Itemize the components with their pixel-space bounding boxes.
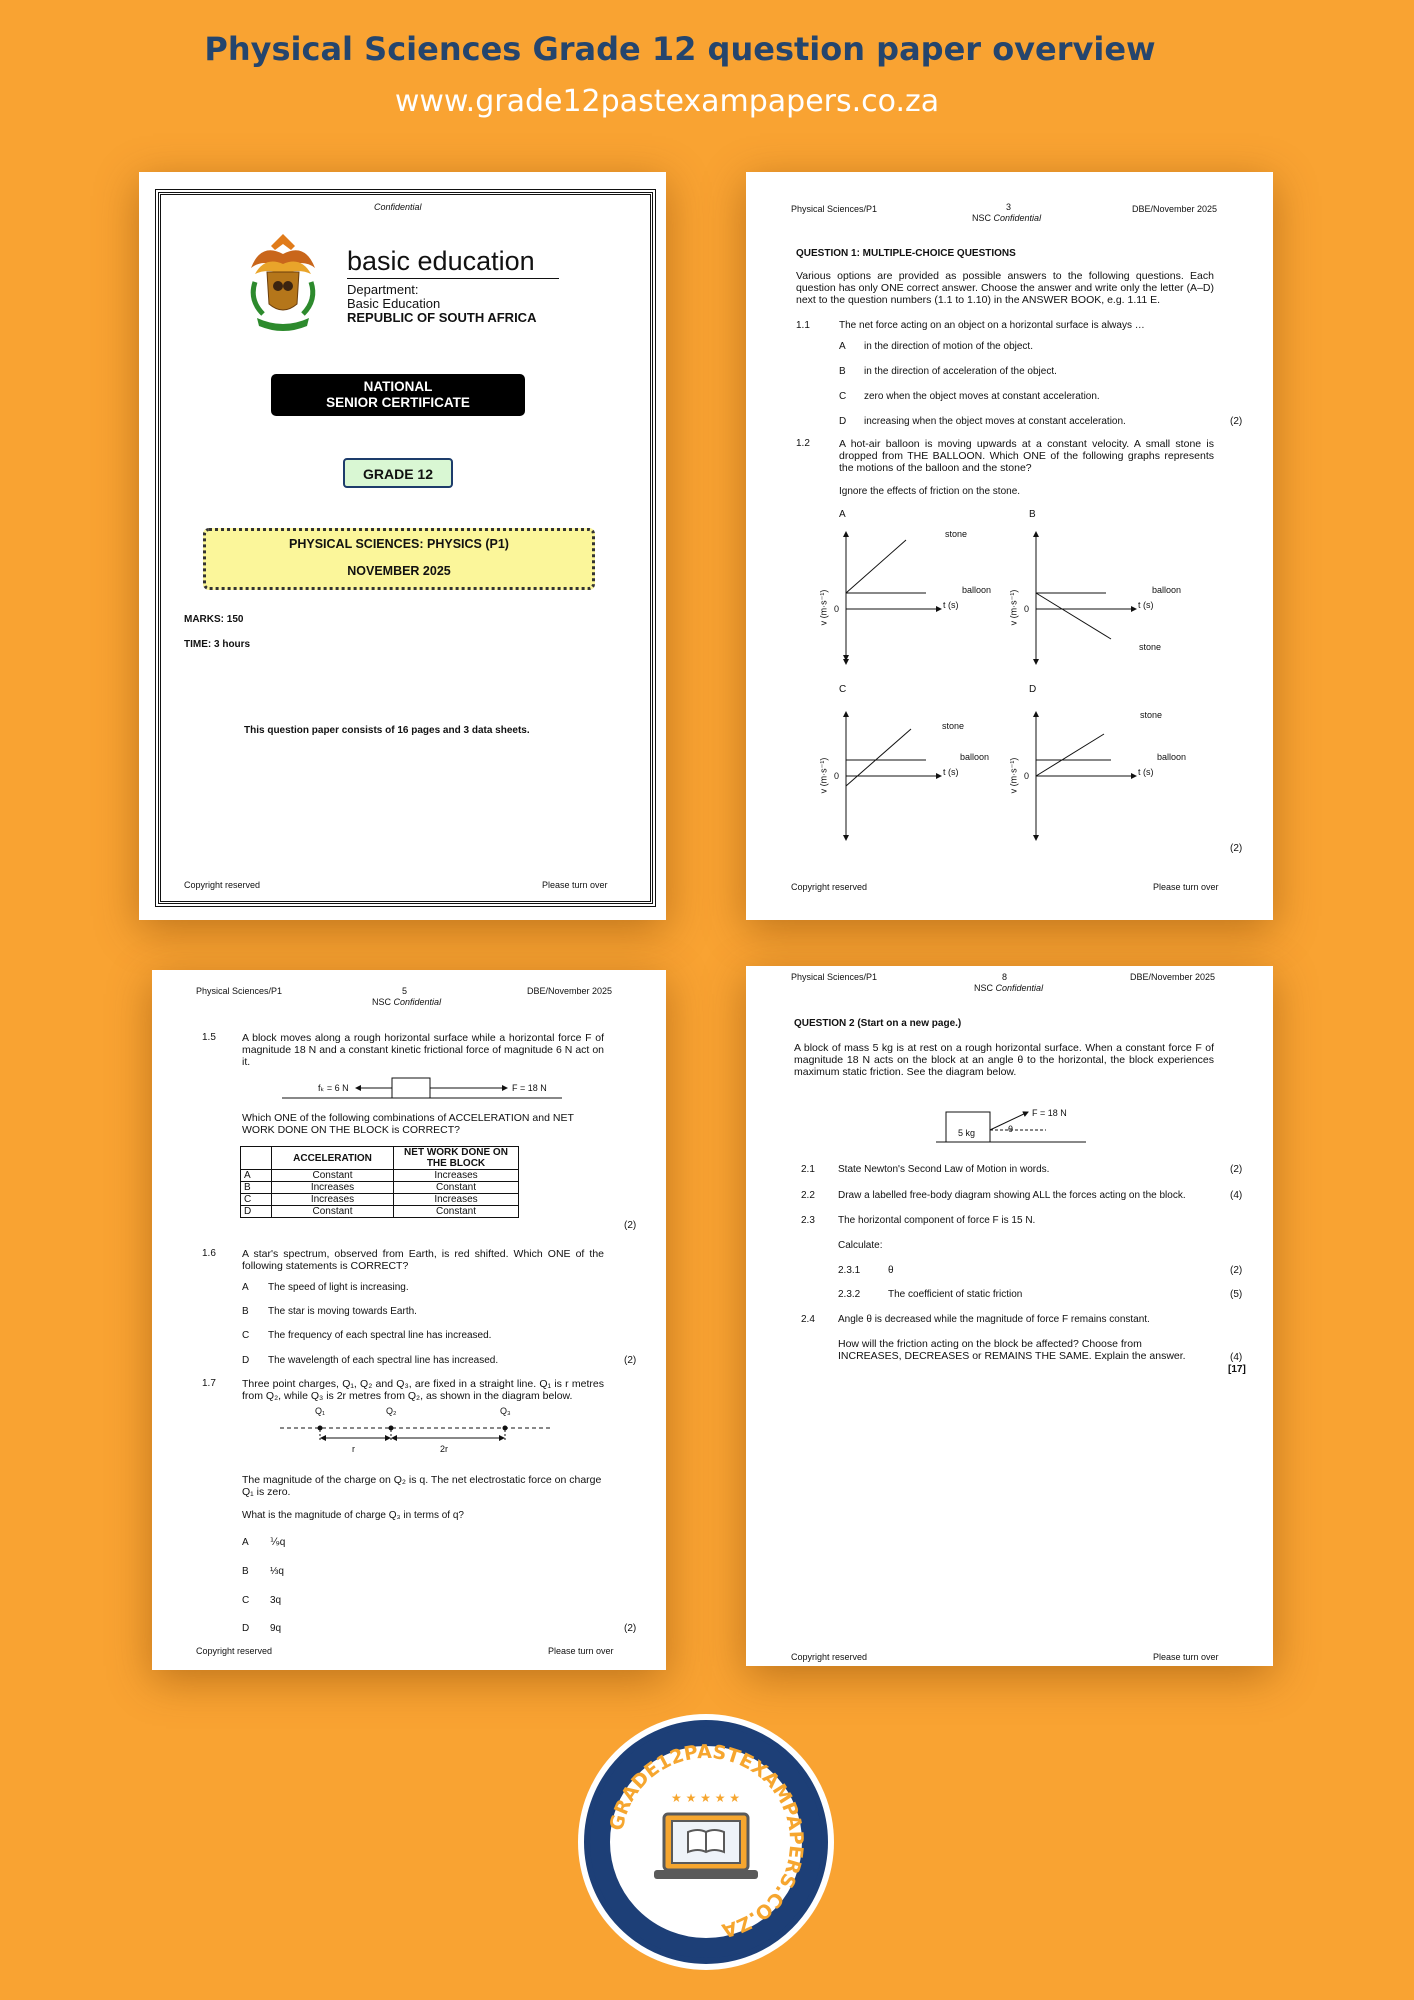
mark: (5) bbox=[1230, 1289, 1243, 1300]
option-text: The wavelength of each spectral line has increased. bbox=[268, 1355, 499, 1366]
logo-badge-icon bbox=[578, 1714, 834, 1970]
copyright: Copyright reserved bbox=[791, 882, 868, 892]
nsc-label: NSC bbox=[372, 997, 392, 1007]
site-logo[interactable] bbox=[578, 1714, 834, 1970]
origin-label: 0 bbox=[1024, 604, 1030, 614]
page-header-right: DBE/November 2025 bbox=[1130, 972, 1216, 982]
table-row: B Increases Constant bbox=[241, 1182, 519, 1194]
turn-over: Please turn over bbox=[1153, 1652, 1219, 1662]
q-text: A star's spectrum, observed from Earth, is red shifted. Which ONE of the following statements is CORRECT? bbox=[242, 1248, 604, 1272]
table-header bbox=[241, 1147, 272, 1170]
option-text: increasing when the object moves at constant acceleration. bbox=[864, 416, 1126, 427]
velocity-axis-label: v (m·s⁻¹) bbox=[1008, 757, 1019, 794]
dept-title: basic education bbox=[347, 246, 535, 276]
q-num: 2.3 bbox=[801, 1215, 815, 1226]
option-letter: A bbox=[242, 1282, 249, 1293]
confidential-label: Confidential bbox=[993, 213, 1042, 223]
q-num: 2.2 bbox=[801, 1190, 815, 1201]
time-axis-label: t (s) bbox=[1138, 600, 1154, 610]
question-intro: Various options are provided as possible answers to the following questions. Each question has only ONE correct answer. Choose the answer and write only the letter (A–D) next to the question numbers (1.1 to 1.10) in the ANSWER BOOK, e.g. 1.11 E. bbox=[796, 270, 1214, 306]
table-header: NET WORK DONE ON THE BLOCK bbox=[394, 1147, 519, 1170]
q-text: The net force acting on an object on a horizontal surface is always … bbox=[839, 320, 1145, 331]
mark: (2) bbox=[624, 1623, 637, 1634]
mark: (4) bbox=[1230, 1352, 1243, 1363]
q1-label: Q₁ bbox=[315, 1406, 326, 1416]
distance-2r: 2r bbox=[440, 1444, 449, 1454]
option-letter: A bbox=[242, 1537, 249, 1548]
subject-box bbox=[203, 528, 595, 590]
copyright: Copyright reserved bbox=[184, 880, 261, 890]
pages-note: This question paper consists of 16 pages and 3 data sheets. bbox=[244, 725, 530, 736]
page-header-right: DBE/November 2025 bbox=[527, 986, 613, 996]
q-num: 1.2 bbox=[796, 438, 810, 449]
option-letter: C bbox=[839, 391, 847, 402]
option-text: ⅑q bbox=[270, 1537, 286, 1548]
option-text: in the direction of motion of the object. bbox=[864, 341, 1033, 352]
q-text: Which ONE of the following combinations of ACCELERATION and NET WORK DONE ON THE BLOCK is CORRECT? bbox=[242, 1112, 574, 1136]
origin-label: 0 bbox=[834, 771, 840, 781]
option-text: 9q bbox=[270, 1623, 282, 1634]
q-text: A hot-air balloon is moving upwards at a constant velocity. A small stone is dropped from THE BALLOON. Which ONE of the following graphs represents the motions of the balloon and the stone? bbox=[839, 438, 1214, 474]
q-text: θ bbox=[888, 1265, 894, 1276]
option-text: The frequency of each spectral line has increased. bbox=[268, 1330, 492, 1341]
time-axis-label: t (s) bbox=[943, 767, 959, 777]
logo-text: GRADE12PASTEXAMPAPERS.CO.ZA bbox=[605, 1740, 808, 1942]
mark: (4) bbox=[1230, 1190, 1243, 1201]
nsc-banner bbox=[271, 374, 525, 416]
q-note: Ignore the effects of friction on the stone. bbox=[839, 486, 1021, 497]
option-text: The star is moving towards Earth. bbox=[268, 1306, 417, 1317]
dept-line2: Basic Education bbox=[347, 296, 441, 311]
copyright: Copyright reserved bbox=[791, 1652, 868, 1662]
velocity-graphs bbox=[836, 522, 1236, 882]
option-text: ⅓q bbox=[270, 1566, 284, 1577]
option-letter: B bbox=[242, 1566, 249, 1577]
page-header-left: Physical Sciences/P1 bbox=[196, 986, 283, 996]
graph-label: D bbox=[1029, 684, 1037, 695]
turn-over: Please turn over bbox=[548, 1646, 614, 1656]
distance-r: r bbox=[352, 1444, 355, 1454]
table-row: A Constant Increases bbox=[241, 1170, 519, 1182]
question-title: QUESTION 2 (Start on a new page.) bbox=[794, 1018, 962, 1029]
option-text: in the direction of acceleration of the object. bbox=[864, 366, 1057, 377]
confidential-label: Confidential bbox=[995, 983, 1044, 993]
page-number: 5 bbox=[402, 986, 408, 996]
graph-label: C bbox=[839, 684, 847, 695]
options-table bbox=[240, 1146, 519, 1218]
q-num: 2.3.2 bbox=[838, 1289, 861, 1300]
stone-label: stone bbox=[945, 529, 968, 539]
site-url[interactable]: www.grade12pastexampapers.co.za bbox=[394, 84, 940, 119]
page-title: Physical Sciences Grade 12 question paper overview bbox=[204, 30, 1156, 68]
question-intro: A block of mass 5 kg is at rest on a rough horizontal surface. When a constant force F of magnitude 18 N acts on the block at an angle θ to the horizontal, the block experiences maximum static friction. See the diagram below. bbox=[794, 1042, 1214, 1078]
mark: (2) bbox=[1230, 1265, 1243, 1276]
table-row: C Increases Increases bbox=[241, 1194, 519, 1206]
option-letter: B bbox=[242, 1306, 249, 1317]
graph-label: B bbox=[1029, 509, 1036, 520]
time: TIME: 3 hours bbox=[184, 639, 251, 650]
grade-badge: GRADE 12 bbox=[343, 458, 453, 488]
stone-label: stone bbox=[1140, 710, 1163, 720]
marks: MARKS: 150 bbox=[184, 614, 244, 625]
q-text: Three point charges, Q₁, Q₂ and Q₃, are fixed in a straight line. Q₁ is r metres from Q₂, while Q₃ is 2r metres from Q₂, as shown in the diagram below. bbox=[242, 1378, 604, 1402]
velocity-axis-label: v (m·s⁻¹) bbox=[818, 757, 829, 794]
q-num: 2.1 bbox=[801, 1164, 815, 1175]
time-axis-label: t (s) bbox=[1138, 767, 1154, 777]
q-num: 1.7 bbox=[202, 1378, 216, 1389]
q-num: 2.3.1 bbox=[838, 1265, 861, 1276]
total-marks: [17] bbox=[1228, 1364, 1246, 1375]
option-letter: D bbox=[242, 1355, 250, 1366]
mark: (2) bbox=[624, 1220, 637, 1231]
balloon-label: balloon bbox=[960, 752, 990, 762]
q-text: The horizontal component of force F is 15 N. bbox=[838, 1215, 1036, 1226]
calc-label: Calculate: bbox=[838, 1240, 883, 1251]
page-header-left: Physical Sciences/P1 bbox=[791, 204, 878, 214]
page-number: 8 bbox=[1002, 972, 1008, 982]
charges-diagram bbox=[280, 1418, 550, 1462]
coat-of-arms-icon bbox=[241, 228, 325, 334]
option-text: zero when the object moves at constant acceleration. bbox=[864, 391, 1100, 402]
question-title: QUESTION 1: MULTIPLE-CHOICE QUESTIONS bbox=[796, 248, 1016, 259]
q-num: 2.4 bbox=[801, 1314, 815, 1325]
q-num: 1.6 bbox=[202, 1248, 216, 1259]
page-header-right: DBE/November 2025 bbox=[1132, 204, 1218, 214]
velocity-axis-label: v (m·s⁻¹) bbox=[818, 589, 829, 626]
stone-label: stone bbox=[1139, 642, 1162, 652]
option-text: The speed of light is increasing. bbox=[268, 1282, 409, 1293]
option-letter: A bbox=[839, 341, 846, 352]
q2-label: Q₂ bbox=[386, 1406, 397, 1416]
copyright: Copyright reserved bbox=[196, 1646, 273, 1656]
page-5 bbox=[152, 970, 666, 1670]
block-force-diagram bbox=[936, 1106, 1106, 1146]
q-text: The magnitude of the charge on Q₂ is q. The net electrostatic force on charge Q₁ is zero. bbox=[242, 1474, 602, 1498]
time-axis-label: t (s) bbox=[943, 600, 959, 610]
exam-date: NOVEMBER 2025 bbox=[347, 564, 451, 578]
table-row: D Constant Constant bbox=[241, 1206, 519, 1218]
q3-label: Q₃ bbox=[500, 1406, 511, 1416]
block-label: 5 kg bbox=[958, 1128, 976, 1138]
page-8 bbox=[746, 966, 1273, 1666]
graph-label: A bbox=[839, 509, 846, 520]
confidential-label: Confidential bbox=[393, 997, 442, 1007]
mark: (2) bbox=[1230, 416, 1243, 427]
q-text: State Newton's Second Law of Motion in words. bbox=[838, 1164, 1050, 1175]
q-text: A block moves along a rough horizontal surface while a horizontal force F of magnitude 18 N and a constant kinetic frictional force of magnitude 6 N act on it. bbox=[242, 1032, 604, 1068]
q-text: How will the friction acting on the block be affected? Choose from INCREASES, DECREASES or REMAINS THE SAME. Explain the answer. bbox=[838, 1338, 1186, 1362]
q-text: What is the magnitude of charge Q₃ in terms of q? bbox=[242, 1510, 464, 1521]
q-num: 1.1 bbox=[796, 320, 810, 331]
option-text: 3q bbox=[270, 1595, 282, 1606]
balloon-label: balloon bbox=[1157, 752, 1187, 762]
svg-text:★ ★ ★ ★ ★: ★ ★ ★ ★ ★ bbox=[671, 1791, 741, 1805]
theta-label: θ bbox=[1008, 1124, 1014, 1134]
option-letter: D bbox=[839, 416, 847, 427]
dept-rule bbox=[347, 278, 559, 279]
q-text: Draw a labelled free-body diagram showing ALL the forces acting on the block. bbox=[838, 1190, 1186, 1201]
option-letter: B bbox=[839, 366, 846, 377]
nsc-label: NSC bbox=[974, 983, 994, 993]
option-letter: C bbox=[242, 1595, 250, 1606]
mark: (2) bbox=[1230, 843, 1243, 854]
page-number: 3 bbox=[1006, 202, 1012, 212]
option-letter: D bbox=[242, 1623, 250, 1634]
stone-label: stone bbox=[942, 721, 965, 731]
mark: (2) bbox=[1230, 1164, 1243, 1175]
friction-label: fₖ = 6 N bbox=[318, 1083, 349, 1093]
subject-name: PHYSICAL SCIENCES: PHYSICS (P1) bbox=[289, 537, 509, 551]
dept-line3: REPUBLIC OF SOUTH AFRICA bbox=[347, 310, 537, 325]
cover-confidential: Confidential bbox=[374, 202, 422, 212]
table-header: ACCELERATION bbox=[272, 1147, 394, 1170]
nsc-line2: SENIOR CERTIFICATE bbox=[326, 395, 470, 410]
velocity-axis-label: v (m·s⁻¹) bbox=[1008, 589, 1019, 626]
q-text: The coefficient of static friction bbox=[888, 1289, 1023, 1300]
balloon-label: balloon bbox=[1152, 585, 1182, 595]
turn-over: Please turn over bbox=[1153, 882, 1219, 892]
option-letter: C bbox=[242, 1330, 250, 1341]
nsc-line1: NATIONAL bbox=[363, 379, 433, 394]
q-text: Angle θ is decreased while the magnitude of force F remains constant. bbox=[838, 1314, 1150, 1325]
origin-label: 0 bbox=[1024, 771, 1030, 781]
q-num: 1.5 bbox=[202, 1032, 216, 1043]
origin-label: 0 bbox=[834, 604, 840, 614]
force-label: F = 18 N bbox=[512, 1083, 547, 1093]
page-3 bbox=[746, 172, 1273, 920]
page-header-left: Physical Sciences/P1 bbox=[791, 972, 878, 982]
force-label: F = 18 N bbox=[1032, 1108, 1067, 1118]
turn-over: Please turn over bbox=[542, 880, 608, 890]
mark: (2) bbox=[624, 1355, 637, 1366]
cover-page bbox=[139, 172, 666, 920]
balloon-label: balloon bbox=[962, 585, 992, 595]
nsc-label: NSC bbox=[972, 213, 992, 223]
dept-line1: Department: bbox=[347, 282, 419, 297]
